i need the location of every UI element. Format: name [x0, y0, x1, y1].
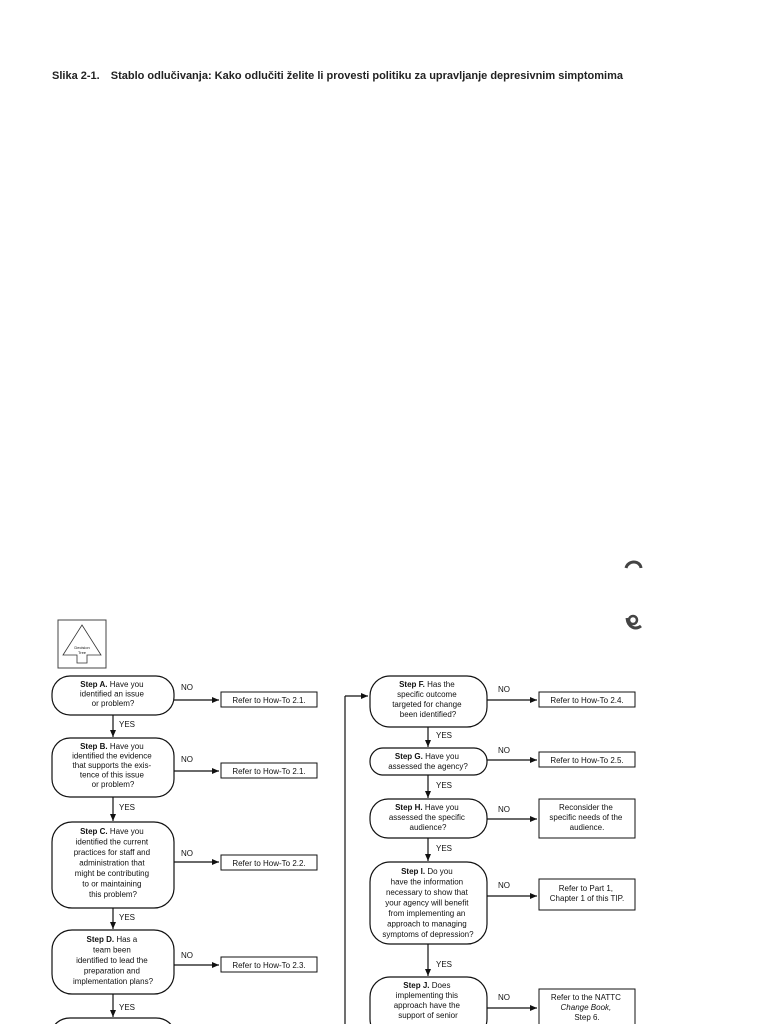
step-c-line-2: identified the current: [75, 837, 149, 847]
step-f-node: [370, 676, 487, 727]
yes-label-d: YES: [119, 1003, 136, 1012]
step-b-line-3: that supports the exis-: [72, 761, 152, 770]
ref-c-text: Refer to How-To 2.2.: [232, 859, 306, 868]
step-b-line-2: identified the evidence: [72, 751, 152, 761]
ref-box-c: [221, 855, 317, 870]
step-i-node: [370, 862, 487, 944]
step-j-line-1: Does: [431, 981, 451, 990]
step-b-node: [52, 738, 174, 797]
ref-box-a: [221, 692, 317, 707]
step-b-line-5: or problem?: [91, 780, 135, 789]
ref-h-line-3: audience.: [569, 823, 605, 832]
ref-g-text: Refer to How-To 2.5.: [550, 756, 624, 765]
no-label-j: NO: [498, 993, 510, 1002]
step-h-label: Step H.: [395, 803, 423, 812]
svg-text:Step C. Have you identif: [74, 827, 153, 899]
step-d-line-5: implementation plans?: [72, 977, 154, 986]
ref-j-line-2: Change Book,: [560, 1003, 612, 1012]
step-c-line-5: might be contributing: [74, 869, 150, 878]
yes-label-f: YES: [436, 731, 453, 740]
step-g-label: Step G.: [394, 752, 423, 761]
yes-label-c: YES: [119, 913, 136, 922]
step-f-line-1: Has the: [427, 680, 455, 689]
step-c-line-3: practices for staff and: [73, 848, 151, 857]
right-no-connectors: [487, 685, 537, 1008]
step-d-label: Step D.: [86, 935, 115, 944]
logo-line1: Decision: [74, 645, 90, 650]
step-i-line-3: necessary to show that: [385, 888, 468, 897]
step-h-line-3: audience?: [409, 823, 447, 832]
ref-box-i: [539, 879, 635, 910]
step-a-node: [52, 676, 174, 715]
step-c-line-4: administration that: [79, 858, 145, 868]
step-h-line-1: Have you: [424, 803, 459, 812]
left-no-connectors: [174, 683, 219, 965]
logo-line2: Tree: [77, 650, 87, 655]
step-f-line-3: targeted for change: [392, 700, 462, 709]
step-c-line-6: to or maintaining: [82, 879, 142, 889]
ref-j-line-1: Refer to the NATTC: [550, 993, 621, 1002]
ref-box-b: [221, 763, 317, 778]
yes-label-g: YES: [436, 781, 453, 790]
step-j-line-2: implementing this: [395, 991, 459, 1000]
svg-text:Step G. Have you assesse: [388, 752, 468, 771]
step-j-label: Step J.: [403, 981, 430, 990]
svg-text:Step I. Do you have the: [382, 867, 474, 939]
no-label-d: NO: [181, 951, 193, 960]
ref-box-j: [539, 989, 635, 1024]
no-label-g: NO: [498, 746, 510, 755]
yes-label-i: YES: [436, 960, 453, 969]
step-i-line-1: Do you: [427, 867, 453, 876]
ref-a-text: Refer to How-To 2.1.: [232, 696, 306, 705]
step-d-line-4: preparation and: [83, 966, 140, 976]
ref-b-text: Refer to How-To 2.1.: [232, 767, 306, 776]
step-f-line-2: specific outcome: [397, 690, 457, 699]
step-j-node: [370, 977, 487, 1024]
step-e-node-partial: [52, 1018, 174, 1024]
svg-text:Refer to Part 1, Chapter: [550, 884, 624, 903]
ref-h-line-2: specific needs of the: [549, 813, 623, 822]
step-c-label: Step C.: [80, 827, 108, 836]
step-g-line-2: assessed the agency?: [388, 762, 468, 771]
ref-d-text: Refer to How-To 2.3.: [232, 961, 306, 970]
ref-box-d: [221, 957, 317, 972]
decision-tree-logo: [58, 620, 106, 668]
yes-label-h: YES: [436, 844, 453, 853]
no-label-b: NO: [181, 755, 193, 764]
step-d-line-1: Has a: [116, 935, 138, 944]
step-c-node: [52, 822, 174, 908]
ref-box-h: [539, 799, 635, 838]
no-label-a: NO: [181, 683, 193, 692]
ref-box-f: [539, 692, 635, 707]
step-g-node: [370, 748, 487, 775]
scan-artifact: [626, 562, 641, 628]
no-label-h: NO: [498, 805, 510, 814]
column-feed-line: [345, 696, 368, 1024]
step-c-line-1: Have you: [109, 827, 144, 836]
step-c-line-7: this problem?: [88, 890, 138, 899]
step-a-line-3: or problem?: [91, 699, 135, 708]
step-j-line-4: support of senior: [398, 1011, 458, 1020]
step-j-line-3: approach have the: [393, 1001, 461, 1010]
step-i-line-5: from implementing an: [388, 909, 466, 918]
step-d-node: [52, 930, 174, 994]
figure-title: Stablo odlučivanja: Kako odlučiti želite li provesti politiku za upravljanje depresivnim simptomima: [110, 70, 623, 82]
step-i-line-6: approach to managing: [387, 919, 467, 929]
figure-label: Slika 2-1.: [52, 70, 100, 82]
step-f-line-4: been identified?: [399, 710, 457, 719]
step-d-line-2: team been: [92, 945, 131, 955]
yes-label-b: YES: [119, 803, 136, 812]
step-g-line-1: Have you: [425, 752, 459, 761]
step-i-line-4: your agency will benefit: [385, 898, 469, 908]
step-b-label: Step B.: [80, 742, 108, 751]
ref-f-text: Refer to How-To 2.4.: [550, 696, 624, 705]
step-h-node: [370, 799, 487, 838]
ref-i-line-1: Refer to Part 1,: [558, 884, 614, 893]
ref-i-line-2: Chapter 1 of this TIP.: [549, 894, 625, 903]
step-f-label: Step F.: [399, 680, 425, 689]
step-b-line-1: Have you: [109, 742, 144, 751]
yes-label-a: YES: [119, 720, 136, 729]
step-b-line-4: tence of this issue: [79, 770, 144, 780]
step-h-line-2: assessed the specific: [388, 813, 465, 822]
svg-text:Step J. Does implementin: [394, 981, 463, 1020]
ref-h-line-1: Reconsider the: [558, 803, 613, 812]
no-label-c: NO: [181, 849, 193, 858]
step-a-line-1: Have you: [109, 680, 144, 689]
step-a-line-2: identified an issue: [79, 689, 144, 699]
svg-text:Step F. Has the specific: [392, 680, 464, 719]
step-a-label: Step A.: [80, 680, 108, 689]
no-label-f: NO: [498, 685, 510, 694]
no-label-i: NO: [498, 881, 510, 890]
ref-box-g: [539, 752, 635, 767]
step-i-line-7: symptoms of depression?: [382, 930, 474, 939]
ref-j-line-3: Step 6.: [574, 1013, 600, 1022]
step-i-label: Step I.: [401, 867, 426, 876]
step-d-line-3: identified to lead the: [76, 956, 148, 965]
step-i-line-2: have the information: [390, 877, 464, 887]
